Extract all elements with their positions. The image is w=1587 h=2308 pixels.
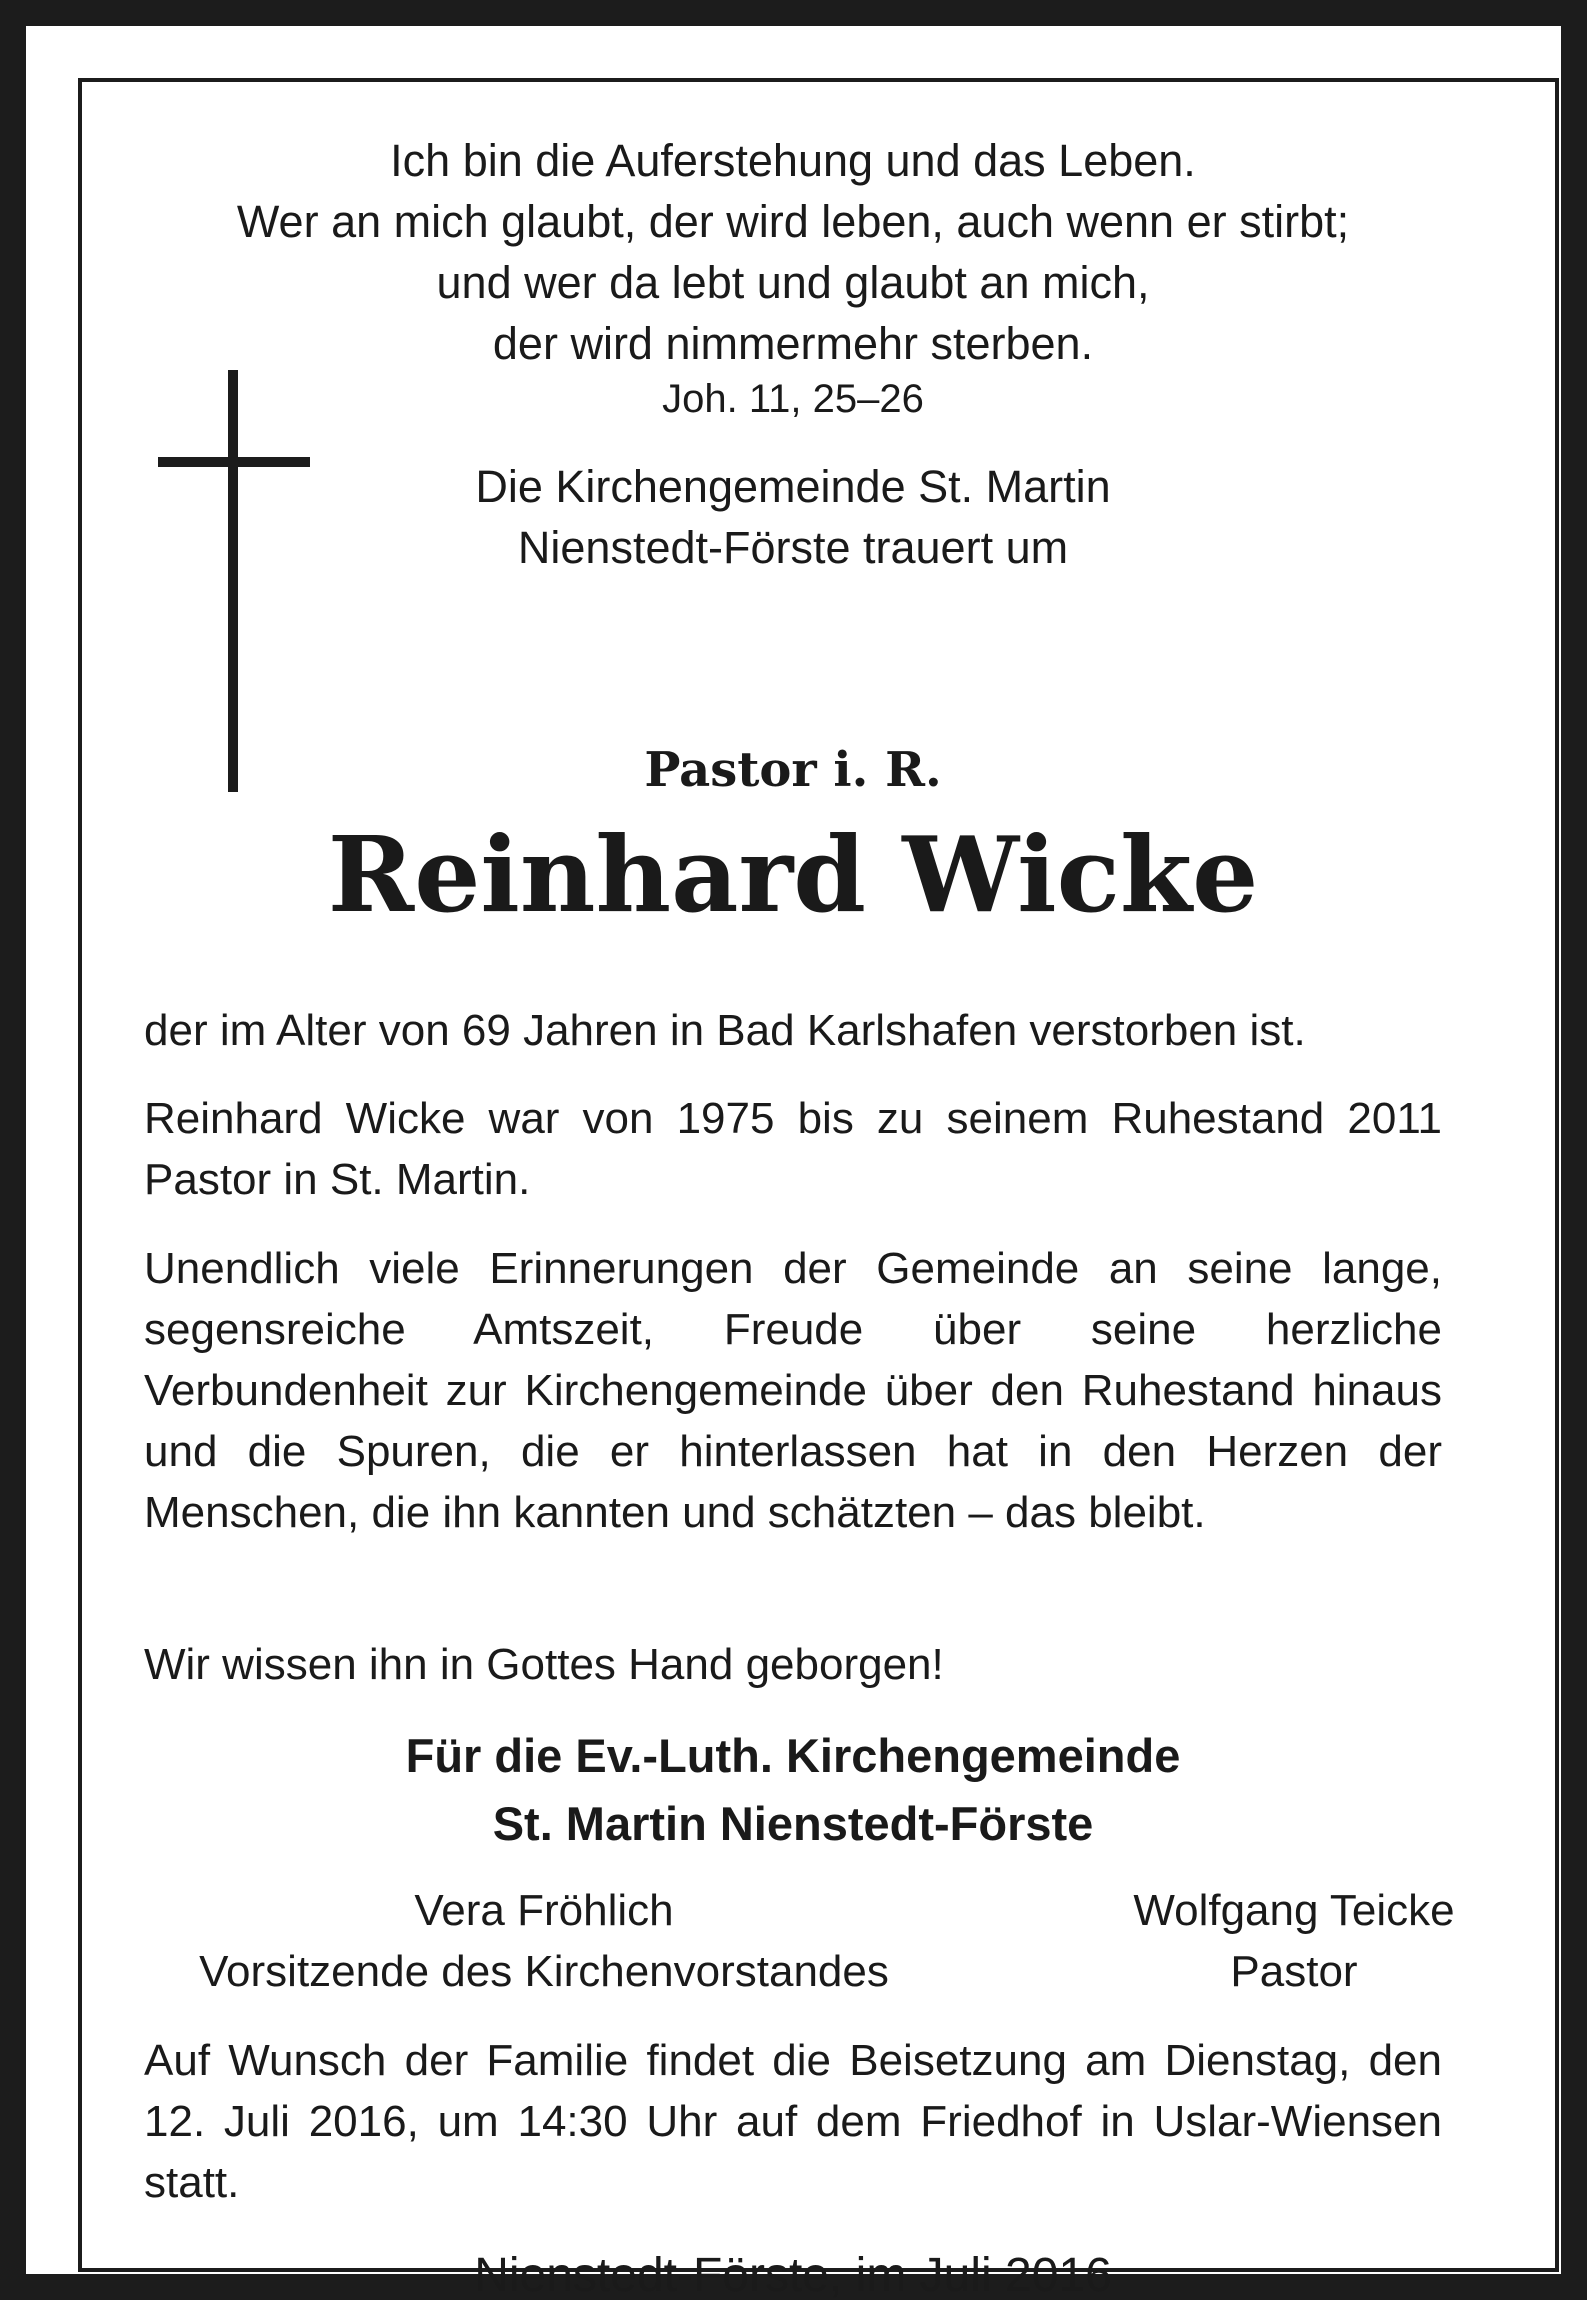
- place-and-date: Nienstedt-Förste, im Juli 2016: [474, 2249, 1112, 2302]
- verse-reference: Joh. 11, 25–26: [662, 377, 924, 421]
- paragraph-career: Reinhard Wicke war von 1975 bis zu seinem Ruhestand 2011 Pastor in St. Martin.: [144, 1094, 1442, 1204]
- verse-line: und wer da lebt und glaubt an mich,: [436, 257, 1150, 308]
- cross-icon: [158, 370, 310, 792]
- signer-role: Pastor: [1230, 1947, 1358, 1996]
- signed-for-line: St. Martin Nienstedt-Förste: [492, 1797, 1094, 1850]
- deceased-name: Reinhard Wicke: [327, 813, 1259, 936]
- paragraph-faith: Wir wissen ihn in Gottes Hand geborgen!: [144, 1640, 944, 1689]
- signer-chairwoman: [144, 1880, 944, 2002]
- mourning-line: Nienstedt-Förste trauert um: [517, 522, 1069, 573]
- verse-line: Wer an mich glaubt, der wird leben, auch wenn er stirbt;: [236, 196, 1350, 247]
- signer-role: Vorsitzende des Kirchenvorstandes: [199, 1947, 889, 1996]
- signed-for-congregation: [144, 1722, 1442, 1858]
- cross-vertical-bar: [228, 370, 238, 792]
- paragraph-funeral: Auf Wunsch der Familie findet die Beisetzung am Dienstag, den 12. Juli 2016, um 14:30 Uhr auf dem Friedhof in Uslar-Wiensen statt.: [144, 2036, 1442, 2207]
- signed-for-line: Für die Ev.-Luth. Kirchengemeinde: [405, 1729, 1181, 1782]
- signer-pastor: [1044, 1880, 1544, 2002]
- signer-name: Wolfgang Teicke: [1133, 1886, 1455, 1935]
- verse-line: der wird nimmermehr sterben.: [492, 318, 1094, 369]
- mourning-line: Die Kirchengemeinde St. Martin: [475, 461, 1111, 512]
- deceased-title: Pastor i. R.: [644, 742, 942, 798]
- paragraph-age: der im Alter von 69 Jahren in Bad Karlshafen verstorben ist.: [144, 1006, 1306, 1055]
- verse-line: Ich bin die Auferstehung und das Leben.: [390, 135, 1196, 186]
- bible-verse: [144, 130, 1442, 374]
- signer-name: Vera Fröhlich: [414, 1886, 674, 1935]
- mourning-announcement: [144, 456, 1442, 578]
- paragraph-memories: Unendlich viele Erinnerungen der Gemeinde an seine lange, segensreiche Amtszeit, Freude über seine herzliche Verbundenheit zur Kirchengemeinde über den Ruhestand hinaus und die Spuren, die er hinterlassen hat in den Herzen der Menschen, die ihn kannten und schätzten – das bleibt.: [144, 1244, 1442, 1537]
